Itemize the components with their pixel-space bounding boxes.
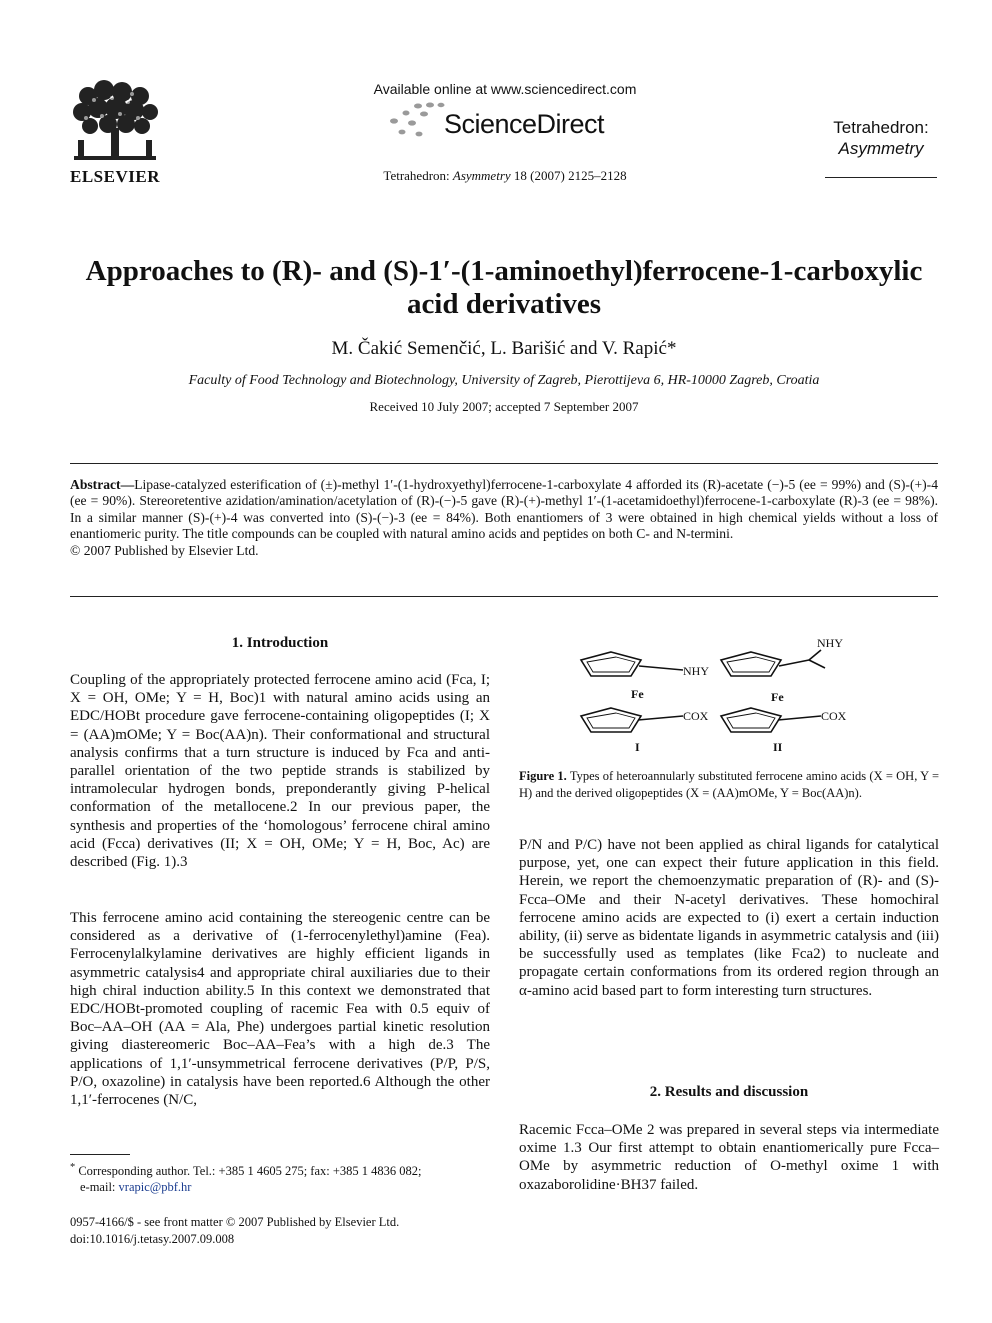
available-online-text: Available online at www.sciencedirect.com	[373, 81, 637, 97]
affiliation: Faculty of Food Technology and Biotechnology, University of Zagreb, Pierottijeva 6, HR-10000 Zagreb, Croatia	[188, 373, 820, 388]
author-email-link[interactable]: vrapic@pbf.hr	[118, 1180, 192, 1195]
abstract-text: Lipase-catalyzed esterification of (±)-methyl 1′-(1-hydroxyethyl)ferrocene-1-carboxylate 4 afforded its (R)-acetate (−)-5 (ee = 99%) and (S)-(+)-4 (ee = 90%). Stereoretentive azidation/amination/acetylation of (R)-(−)-5 gave (R)-(+)-methyl 1′-(1-acetamidoethyl)ferrocene-1-carboxylate (R)-3 (ee = 98%). In a similar manner (S)-(+)-4 was converted into (S)-(−)-3 (ee = 84%). Both enantiomers of 3 were obtained in high chemical yields without a loss of enantiomeric purity. The title compounds can be coupled with natural amino acids and peptides on both C- and N-termini.	[70, 477, 938, 542]
abstract-bottom-rule	[70, 596, 938, 597]
figure-caption-text: Types of heteroannularly substituted ferrocene amino acids (X = OH, Y = H) and the derived oligopeptides (X = (AA)mOMe, Y = Boc(AA)n).	[519, 769, 939, 800]
sciencedirect-brand: ScienceDirect	[444, 109, 605, 139]
abstract-label: Abstract—	[70, 477, 135, 492]
journal-name-line1: Tetrahedron:	[833, 118, 929, 137]
footnote-asterisk: *	[70, 1162, 76, 1173]
footnote-email-label: e-mail:	[80, 1180, 119, 1195]
label-compound-I: I	[635, 740, 640, 754]
label-cox-I: COX	[683, 709, 709, 723]
label-fe-II: Fe	[771, 690, 784, 704]
abstract-top-rule	[70, 463, 938, 464]
figure-1-caption	[519, 768, 939, 802]
received-dates: Received 10 July 2007; accepted 7 September 2007	[369, 399, 639, 414]
section-heading-introduction: 1. Introduction	[231, 635, 329, 651]
section-heading-results: 2. Results and discussion	[649, 1084, 809, 1100]
citation-line	[330, 168, 680, 184]
footnote-rule	[70, 1154, 130, 1155]
label-nhy-I: NHY	[683, 664, 709, 678]
footer-issn: 0957-4166/$ - see front matter © 2007 Published by Elsevier Ltd.	[70, 1215, 400, 1229]
label-fe-I: Fe	[631, 687, 644, 701]
authors-line	[70, 338, 938, 360]
sciencedirect-dots-icon	[386, 101, 448, 141]
right-paragraph-1: P/N and P/C) have not been applied as chiral ligands for catalytical purpose, yet, one can expect their future application in this field. Herein, we report the chemoenzymatic preparation of (R)- and (S)-Fcca–OMe and their N-acetyl derivatives. These homochiral ferrocene amino acids are expected to (i) exert a certain induction ability, (ii) serve as bidentate ligands in asymmetric catalysis and (iii) be successfully used as templates (like Fca2) to nucleate and propagate certain conformations from its ordered region through an α-amino acid based part to form interesting turn structures.	[519, 837, 939, 999]
intro-paragraph-1: Coupling of the appropriately protected ferrocene amino acid (Fca, I; X = OH, OMe; Y = H, Boc)1 with natural amino acids using an EDC/HOBt procedure gave ferrocene-containing oligopeptides (I; X = (AA)mOMe; Y = Boc(AA)n). Their conformational and structural analysis confirms that a turn structure is induced by Fca and anti-parallel orientation of the two peptide strands is stabilized by intramolecular hydrogen bonds, preponderantly giving P-helical conformation of the metallocene.2 In our previous paper, the synthesis and properties of the ‘homologous’ ferrocene chiral amino acid (Fcca) derivatives (II; X = OH, OMe; Y = H, Boc, Ac) are described (Fig. 1).3	[70, 672, 490, 871]
footnote	[70, 1160, 490, 1195]
citation-journal: Asymmetry	[452, 168, 511, 183]
article-title: Approaches to (R)- and (S)-1′-(1-aminoethyl)ferrocene-1-carboxylic acid derivatives	[85, 255, 923, 320]
elsevier-logo	[68, 78, 162, 186]
citation-suffix: 18 (2007) 2125–2128	[510, 168, 627, 183]
figure-1	[519, 630, 939, 760]
footer	[70, 1214, 490, 1247]
citation-prefix: Tetrahedron:	[383, 168, 453, 183]
footnote-corresponding: Corresponding author. Tel.: +385 1 4605 275; fax: +385 1 4836 082;	[78, 1164, 422, 1179]
intro-paragraph-2: This ferrocene amino acid containing the stereogenic centre can be considered as a derivative of (1-ferrocenylethyl)amine (Fea). Ferrocenylalkylamine derivatives are highly efficient ligands in asymmetric catalysis4 and appropriate chiral auxiliaries due to their high chiral induction ability.5 In this context we demonstrated that EDC/HOBt-promoted coupling of racemic Fea with 0.5 equiv of Boc–AA–OH (AA = Ala, Phe) undergoes partial kinetic resolution giving diastereomeric Boc–AA–Fea’s with a high de.3 The applications of 1,1′-unsymmetrical ferrocene derivatives (P/P, P/S, P/O, oxazoline) in catalysis have been reported.6 Although the other 1,1′-ferrocenes (N/C,	[70, 910, 490, 1109]
label-cox-II: COX	[821, 709, 847, 723]
results-paragraph-1: Racemic Fcca–OMe 2 was prepared in several steps via intermediate oxime 1.3 Our first attempt to obtain enantiomerically pure Fcca–OMe by asymmetric reduction of O-methyl oxime 1 with oxazaborolidine·BH37 failed.	[519, 1122, 939, 1193]
figure-caption-label: Figure 1.	[519, 769, 567, 783]
journal-name-line2: Asymmetry	[838, 139, 924, 158]
authors: M. Čakić Semenčić, L. Barišić and V. Rapić*	[331, 338, 677, 359]
journal-name	[822, 117, 940, 159]
abstract	[70, 477, 938, 559]
journal-underline	[825, 177, 937, 178]
sciencedirect-logo	[386, 101, 626, 147]
elsevier-tree-icon	[68, 78, 162, 164]
label-compound-II: II	[773, 740, 783, 754]
abstract-copyright: © 2007 Published by Elsevier Ltd.	[70, 542, 259, 558]
publisher-name: ELSEVIER	[70, 167, 160, 186]
footer-doi: doi:10.1016/j.tetasy.2007.09.008	[70, 1231, 235, 1246]
label-nhy-II: NHY	[817, 636, 843, 650]
ferrocene-structures-diagram	[519, 630, 939, 760]
